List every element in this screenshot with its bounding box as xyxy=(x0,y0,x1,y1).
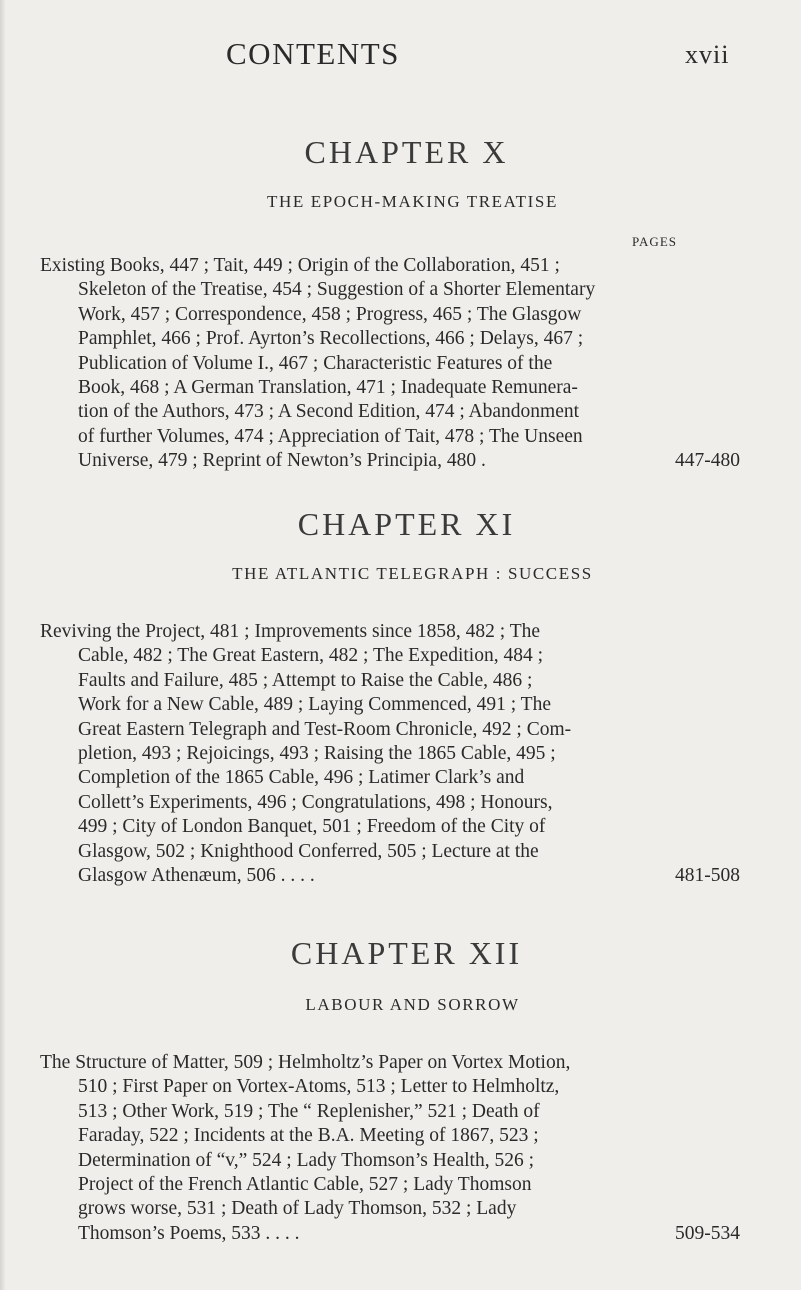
entry-line: Existing Books, 447 ; Tait, 449 ; Origin of the Collaboration, 451 ; xyxy=(40,255,560,276)
chapter-heading: CHAPTER XII xyxy=(290,935,523,971)
pages-column-label: PAGES xyxy=(632,234,677,249)
chapter-contents-entry xyxy=(40,620,740,888)
entry-line: grows worse, 531 ; Death of Lady Thomson, 532 ; Lady xyxy=(78,1198,517,1220)
entry-line: pletion, 493 ; Rejoicings, 493 ; Raising the 1865 Cable, 495 ; xyxy=(78,743,556,765)
chapter-subtitle: LABOUR AND SORROW xyxy=(305,995,520,1014)
entry-last-line xyxy=(40,1222,740,1246)
entry-last-line xyxy=(40,864,740,888)
running-head xyxy=(0,36,801,76)
entry-line: 513 ; Other Work, 519 ; The “ Replenisher,” 521 ; Death of xyxy=(78,1100,540,1122)
entry-line-text: Glasgow Athenæum, 506 . . . . xyxy=(78,865,315,887)
entry-line: Publication of Volume I., 467 ; Characteristic Features of the xyxy=(78,352,553,374)
chapter-heading: CHAPTER XI xyxy=(297,506,516,542)
entry-line: Collett’s Experiments, 496 ; Congratulations, 498 ; Honours, xyxy=(78,791,553,813)
entry-line: Glasgow, 502 ; Knighthood Conferred, 505 ; Lecture at the xyxy=(78,840,539,862)
entry-line: tion of the Authors, 473 ; A Second Edition, 474 ; Abandonment xyxy=(78,401,580,423)
entry-line-text: Thomson’s Poems, 533 . . . . xyxy=(78,1222,300,1244)
chapter-heading: CHAPTER X xyxy=(304,134,509,170)
entry-line: Faraday, 522 ; Incidents at the B.A. Meeting of 1867, 523 ; xyxy=(78,1125,539,1147)
entry-line: Pamphlet, 466 ; Prof. Ayrton’s Recollections, 466 ; Delays, 467 ; xyxy=(78,328,584,350)
chapter-subtitle: THE ATLANTIC TELEGRAPH : SUCCESS xyxy=(232,564,593,583)
chapter-contents-entry xyxy=(40,254,740,474)
entry-line: Determination of “v,” 524 ; Lady Thomson’s Health, 526 ; xyxy=(78,1149,534,1171)
entry-last-line xyxy=(40,449,740,473)
entry-line: Book, 468 ; A German Translation, 471 ; Inadequate Remunera- xyxy=(78,377,578,399)
page-range: 509-534 xyxy=(675,1222,740,1244)
entry-line: 510 ; First Paper on Vortex-Atoms, 513 ; Letter to Helmholtz, xyxy=(78,1076,560,1098)
entry-line: Completion of the 1865 Cable, 496 ; Latimer Clark’s and xyxy=(78,767,525,789)
entry-line: Reviving the Project, 481 ; Improvements since 1858, 482 ; The xyxy=(40,621,541,642)
entry-line: Work for a New Cable, 489 ; Laying Commenced, 491 ; The xyxy=(78,694,551,716)
entry-line-text: Universe, 479 ; Reprint of Newton’s Principia, 480 . xyxy=(78,450,486,472)
chapter-contents-entry xyxy=(40,1051,740,1246)
page-number: xvii xyxy=(685,40,730,69)
entry-line: Skeleton of the Treatise, 454 ; Suggestion of a Shorter Elementary xyxy=(78,279,596,301)
entry-line: Work, 457 ; Correspondence, 458 ; Progress, 465 ; The Glasgow xyxy=(78,303,582,325)
entry-line: of further Volumes, 474 ; Appreciation of Tait, 478 ; The Unseen xyxy=(78,425,583,447)
entry-line: Great Eastern Telegraph and Test-Room Chronicle, 492 ; Com- xyxy=(78,718,572,740)
entry-line: Project of the French Atlantic Cable, 527 ; Lady Thomson xyxy=(78,1174,532,1196)
chapter-subtitle: THE EPOCH-MAKING TREATISE xyxy=(267,192,558,211)
page-range: 481-508 xyxy=(675,865,740,887)
entry-line: Cable, 482 ; The Great Eastern, 482 ; The Expedition, 484 ; xyxy=(78,645,544,667)
page-range: 447-480 xyxy=(675,450,740,472)
entry-line: 499 ; City of London Banquet, 501 ; Freedom of the City of xyxy=(78,816,546,838)
entry-line: The Structure of Matter, 509 ; Helmholtz’s Paper on Vortex Motion, xyxy=(40,1052,571,1073)
running-title: CONTENTS xyxy=(226,36,400,71)
entry-line: Faults and Failure, 485 ; Attempt to Raise the Cable, 486 ; xyxy=(78,669,533,691)
